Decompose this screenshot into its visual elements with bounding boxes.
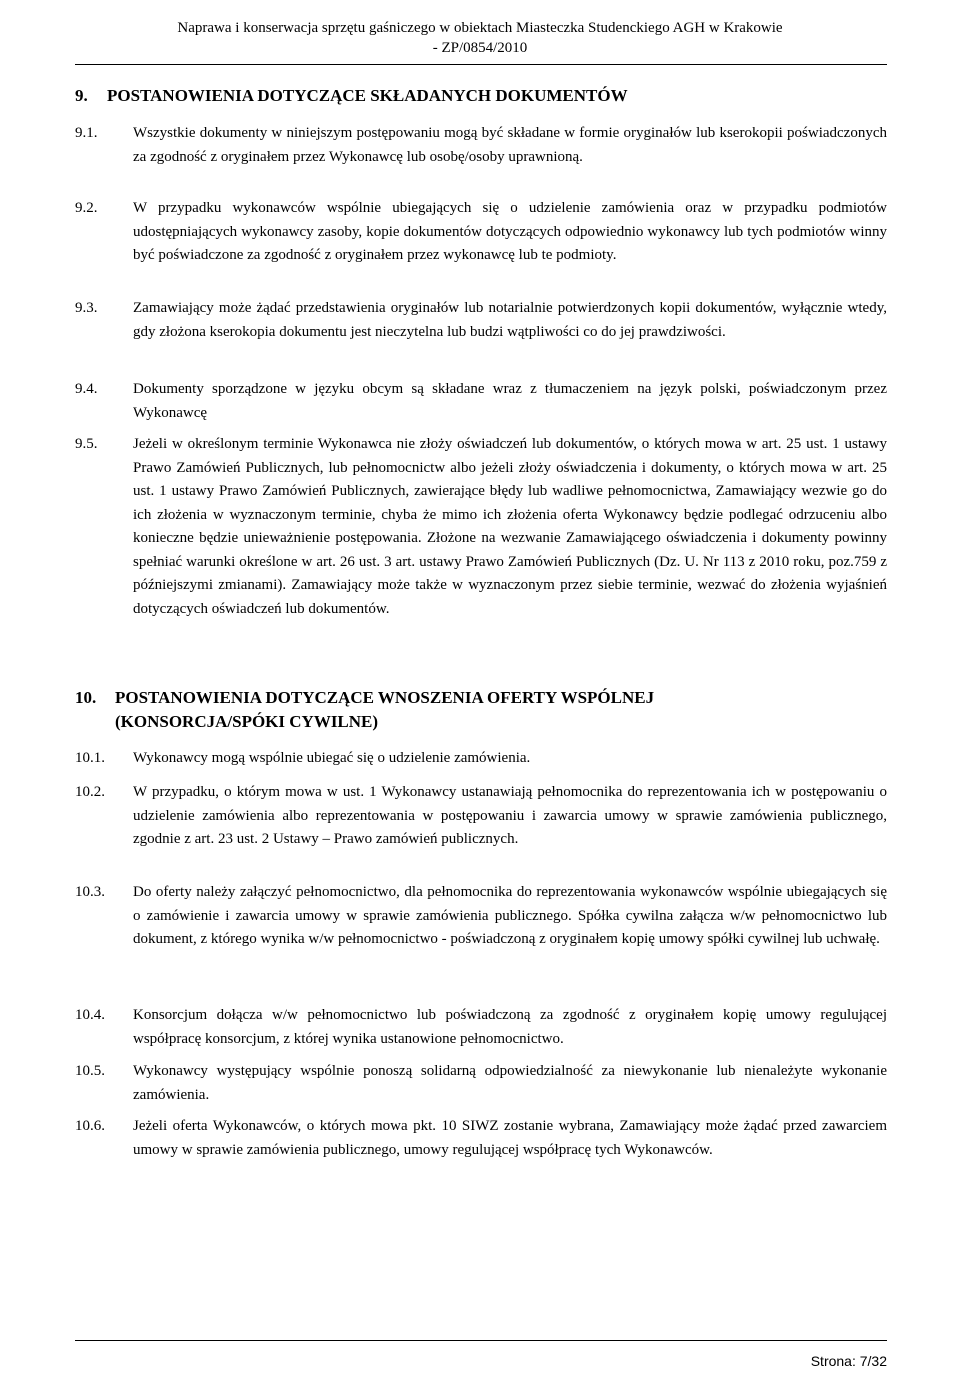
header-line-1: Naprawa i konserwacja sprzętu gaśniczego w obiektach Miasteczka Studenckiego AGH w Krakowie: [177, 20, 783, 36]
paragraph-10-5: [75, 1060, 887, 1107]
paragraph-10-6: [75, 1115, 887, 1162]
paragraph-text: Zamawiający może żądać przedstawienia oryginałów lub notarialnie potwierdzonych kopii dokumentów, wyłącznie wtedy, gdy złożona kserokopia dokumentu jest nieczytelna lub budzi wątpliwości co do jej prawdziwości.: [133, 300, 887, 340]
paragraph-text: Wykonawcy mogą wspólnie ubiegać się o udzielenie zamówienia.: [133, 750, 531, 766]
paragraph-number: 9.2.: [75, 200, 98, 216]
paragraph-9-5: [75, 433, 887, 621]
header-divider: [75, 64, 887, 65]
page-header: [0, 18, 960, 58]
paragraph-text: Do oferty należy załączyć pełnomocnictwo, dla pełnomocnika do reprezentowania wykonawców wspólnie ubiegających się o zamówienie i zawarcia umowy w sprawie zamówienia publicznego. Spółka cywilna załącza w/w pełnomocnictwo lub dokument, z którego wynika w/w pełnomocnictwo - poświadczoną z oryginałem kopię umowy spółki cywilnej lub uchwałę.: [133, 884, 887, 947]
paragraph-10-2: [75, 781, 887, 852]
section-number: 10.: [75, 688, 97, 707]
paragraph-9-3: [75, 297, 887, 344]
paragraph-number: 10.3.: [75, 884, 105, 900]
section-number: 9.: [75, 86, 88, 105]
section-title-line-1: POSTANOWIENIA DOTYCZĄCE WNOSZENIA OFERTY WSPÓLNEJ: [115, 688, 655, 707]
paragraph-9-1: [75, 122, 887, 169]
header-line-2: - ZP/0854/2010: [432, 40, 528, 56]
paragraph-number: 9.3.: [75, 300, 98, 316]
footer-divider: [75, 1340, 887, 1341]
paragraph-text: Dokumenty sporządzone w języku obcym są składane wraz z tłumaczeniem na język polski, poświadczonym przez Wykonawcę: [133, 381, 887, 421]
paragraph-text: W przypadku wykonawców wspólnie ubiegających się o udzielenie zamówienia oraz w przypadku podmiotów udostępniających wykonawcy zasoby, kopie dokumentów dotyczących odpowiednio wykonawcy lub tych podmiotów winny być poświadczone za zgodność z oryginałem przez wykonawcę lub te podmioty.: [133, 200, 887, 263]
paragraph-10-4: [75, 1004, 887, 1051]
paragraph-text: Jeżeli oferta Wykonawców, o których mowa pkt. 10 SIWZ zostanie wybrana, Zamawiający może żądać przed zawarciem umowy w sprawie zamówienia publicznego, umowy regulującej współpracę tych Wykonawców.: [133, 1118, 887, 1158]
section-9-heading: [75, 84, 887, 108]
paragraph-10-1: [75, 747, 887, 771]
paragraph-text: Konsorcjum dołącza w/w pełnomocnictwo lub poświadczoną za zgodność z oryginałem kopię umowy regulującej współpracę konsorcjum, z której wynika ustanowione pełnomocnictwo.: [133, 1007, 887, 1047]
paragraph-number: 10.1.: [75, 750, 105, 766]
paragraph-text: Wykonawcy występujący wspólnie ponoszą solidarną odpowiedzialność za niewykonanie lub nienależyte wykonanie zamówienia.: [133, 1063, 887, 1103]
paragraph-number: 10.6.: [75, 1118, 105, 1134]
paragraph-text: Wszystkie dokumenty w niniejszym postępowaniu mogą być składane w formie oryginałów lub kserokopii poświadczonych za zgodność z oryginałem przez Wykonawcę lub osobę/osoby uprawnioną.: [133, 125, 887, 165]
section-title-line-2: (KONSORCJA/SPÓKI CYWILNE): [115, 712, 379, 731]
paragraph-number: 10.2.: [75, 784, 105, 800]
page-number: Strona: 7/32: [810, 1353, 887, 1369]
paragraph-number: 10.5.: [75, 1063, 105, 1079]
paragraph-number: 10.4.: [75, 1007, 105, 1023]
section-title: POSTANOWIENIA DOTYCZĄCE SKŁADANYCH DOKUMENTÓW: [107, 86, 628, 105]
paragraph-9-4: [75, 378, 887, 425]
paragraph-text: Jeżeli w określonym terminie Wykonawca nie złoży oświadczeń lub dokumentów, o których mowa w art. 25 ust. 1 ustawy Prawo Zamówień Publicznych, lub pełnomocnictw albo jeżeli złoży oświadczenia i dokumenty, o których mowa w art. 25 ust. 1 ustawy Prawo Zamówień Publicznych, zawierające błędy lub wadliwe pełnomocnictwa, Zamawiający wezwie go do ich złożenia w wyznaczonym terminie, chyba że mimo ich złożenia oferta Wykonawcy będzie podlegać odrzuceniu albo konieczne będzie unieważnienie postępowania. Złożone na wezwanie Zamawiającego oświadczenia i dokumenty powinny spełniać warunki określone w art. 26 ust. 3 art. ustawy Prawo Zamówień Publicznych (Dz. U. Nr 113 z 2010 roku, poz.759 z późniejszymi zmianami). Zamawiający może także w wyznaczonym przez siebie terminie, wezwać do złożenia wyjaśnień dotyczących oświadczeń lub dokumentów.: [133, 436, 887, 617]
section-10-heading: [75, 686, 887, 734]
paragraph-number: 9.1.: [75, 125, 98, 141]
paragraph-number: 9.5.: [75, 436, 98, 452]
paragraph-9-2: [75, 197, 887, 268]
paragraph-10-3: [75, 881, 887, 952]
paragraph-text: W przypadku, o którym mowa w ust. 1 Wykonawcy ustanawiają pełnomocnika do reprezentowania ich w postępowaniu o udzielenie zamówienia albo reprezentowania w postępowaniu i zawarcia umowy w sprawie zamówienia publicznego, zgodnie z art. 23 ust. 2 Ustawy – Prawo zamówień publicznych.: [133, 784, 887, 847]
paragraph-number: 9.4.: [75, 381, 98, 397]
